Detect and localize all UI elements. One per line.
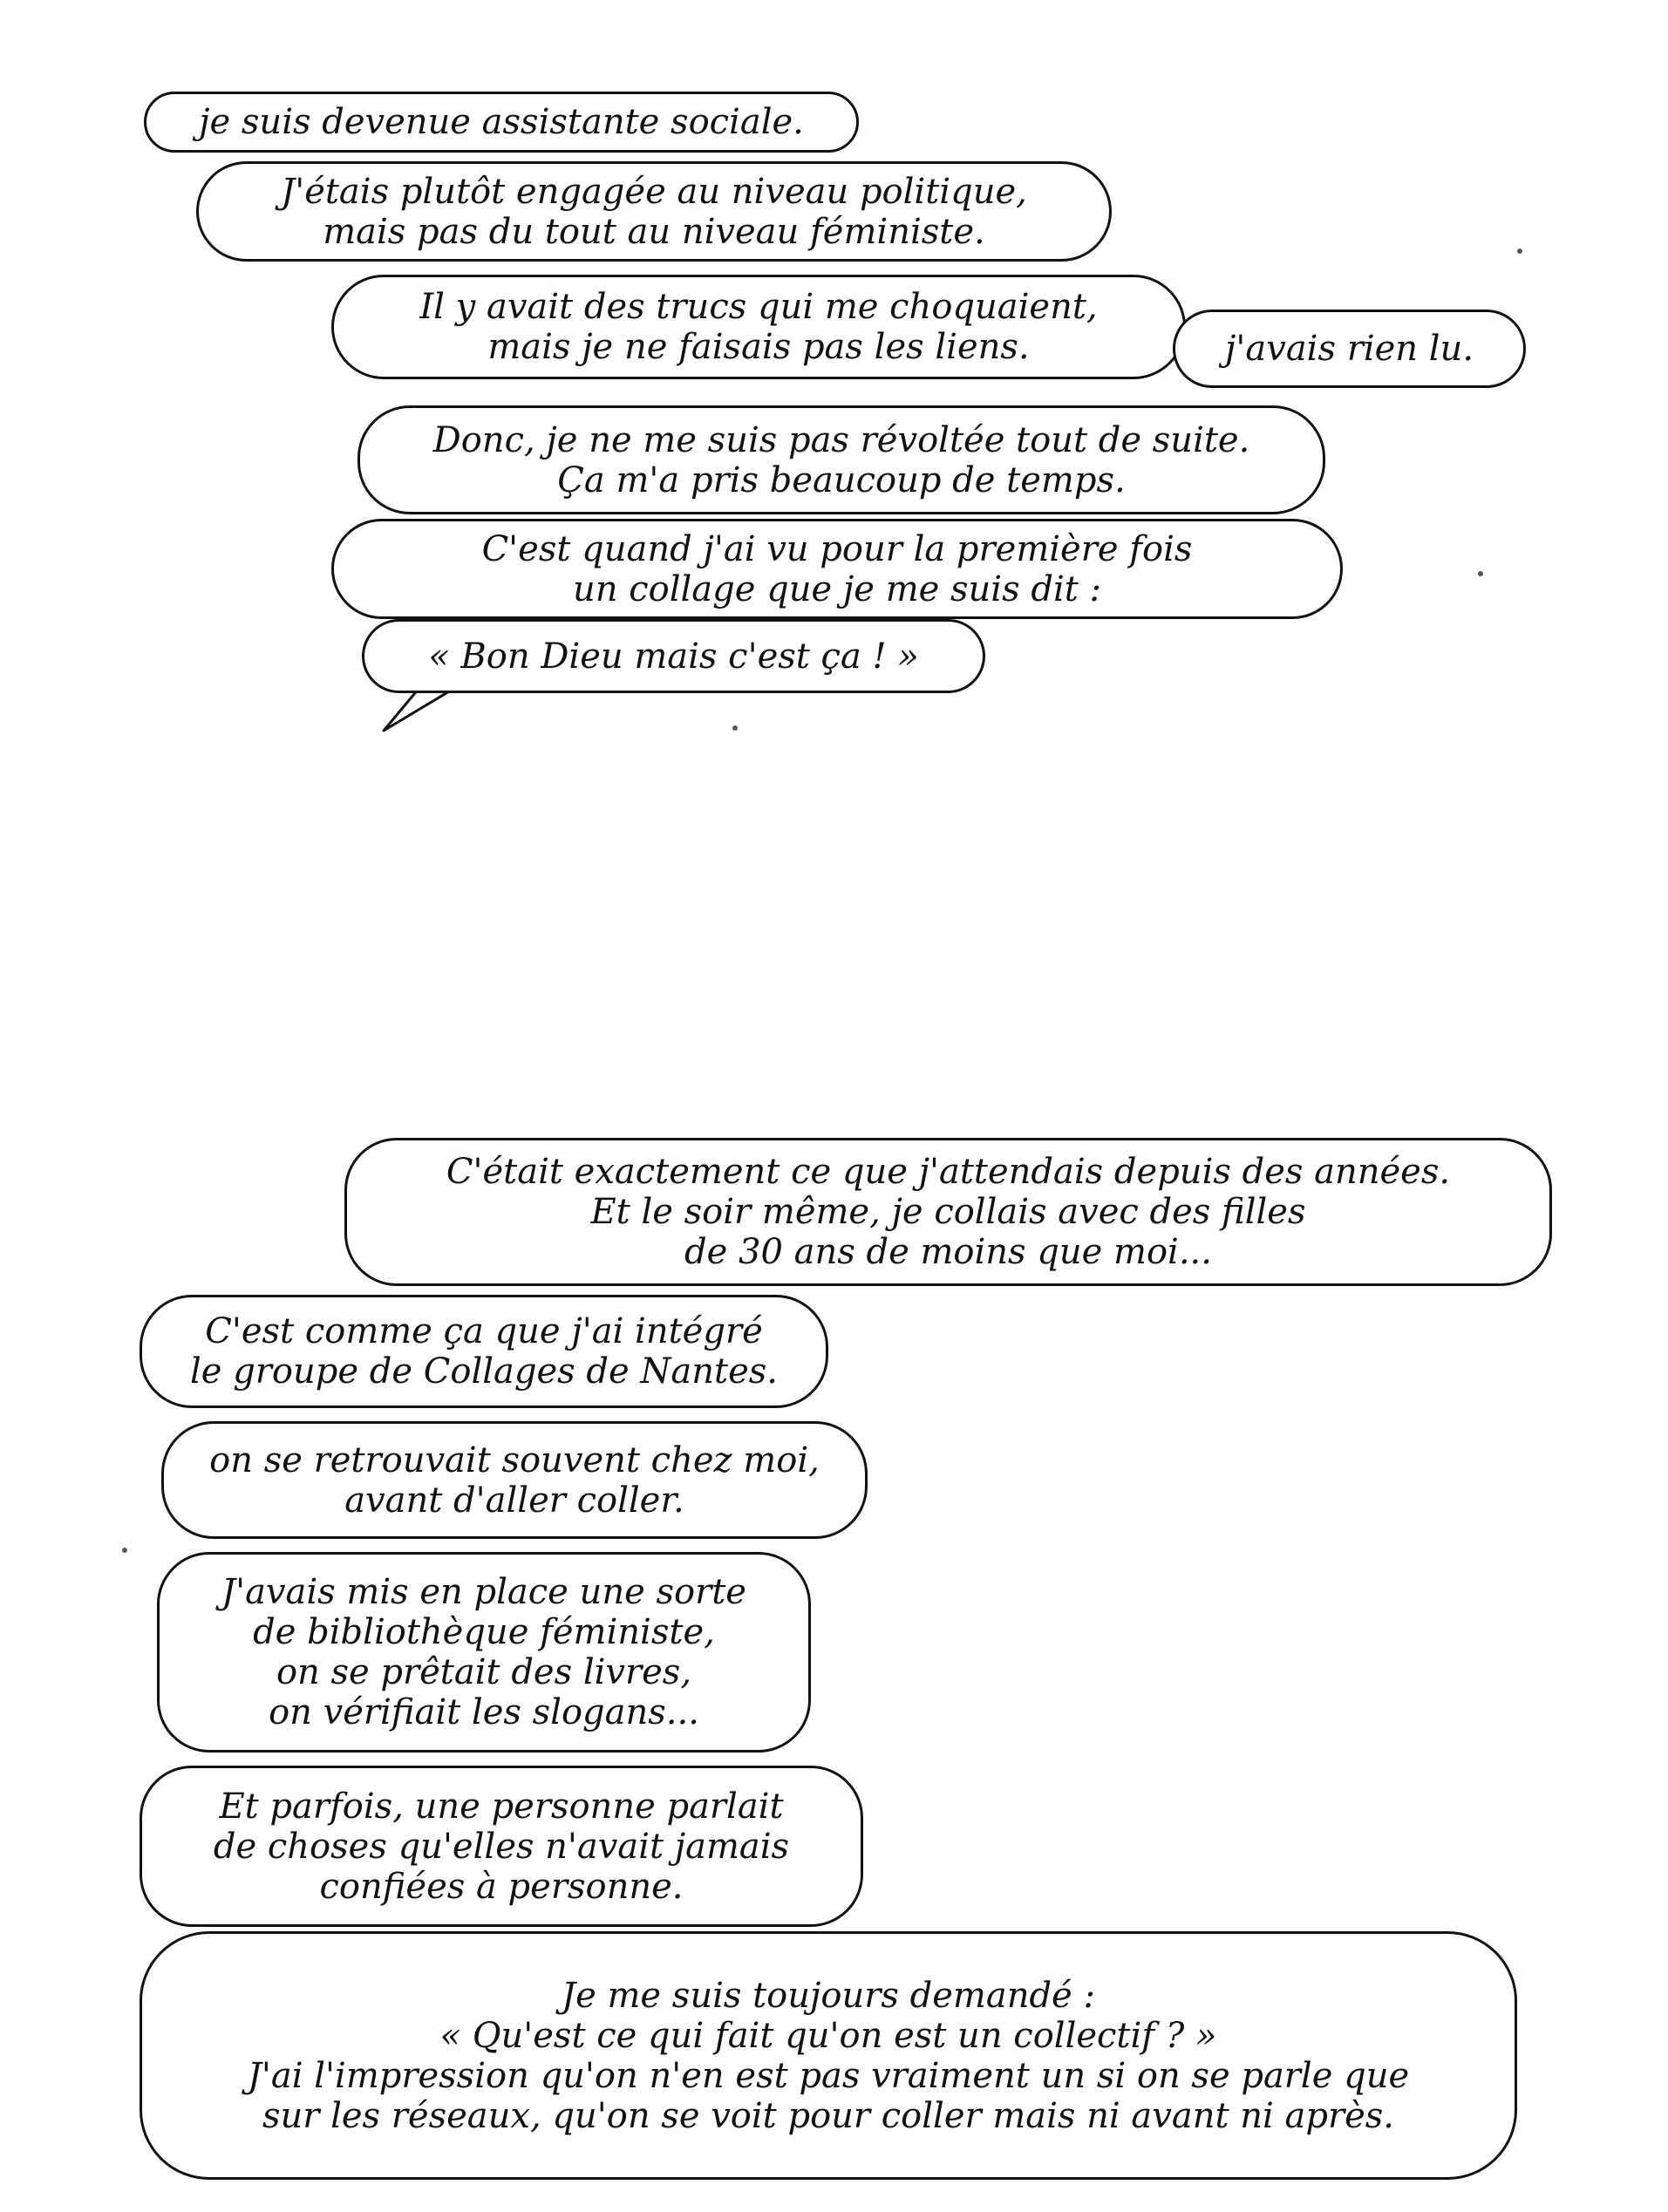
speech-bubble-13 <box>140 1931 1517 2180</box>
ink-speck <box>732 725 738 731</box>
ink-speck <box>1478 571 1483 576</box>
speech-bubble-9-text: C'est comme ça que j'ai intégré le groupe de Collages de Nantes. <box>190 1311 778 1392</box>
speech-bubble-3-text: Il y avait des trucs qui me choquaient, mais je ne faisais pas les liens. <box>419 287 1098 367</box>
speech-bubble-4-text: j'avais rien lu. <box>1224 329 1474 369</box>
speech-bubble-11 <box>157 1552 811 1753</box>
speech-bubble-8-text: C'était exactement ce que j'attendais depuis des années. Et le soir même, je collais avec des filles de 30 ans de moins que moi... <box>446 1152 1451 1272</box>
speech-bubble-11-text: J'avais mis en place une sorte de bibliothèque féministe, on se prêtait des livres, on vérifiait les slogans... <box>221 1572 746 1732</box>
speech-bubble-9 <box>140 1295 828 1408</box>
speech-bubble-10-text: on se retrouvait souvent chez moi, avant d'aller coller. <box>209 1440 820 1521</box>
ink-speck <box>122 1548 127 1553</box>
speech-bubble-13-text: Je me suis toujours demandé : « Qu'est ce qui fait qu'on est un collectif ? » J'ai l'impression qu'on n'en est pas vraiment un si on se parle que sur les réseaux, qu'on se voit pour coller mais ni avant ni après. <box>247 1975 1410 2136</box>
speech-bubble-10 <box>161 1421 868 1539</box>
speech-bubble-7-text: « Bon Dieu mais c'est ça ! » <box>428 636 919 677</box>
speech-bubble-2-text: J'étais plutôt engagée au niveau politique, mais pas du tout au niveau féministe. <box>281 171 1027 252</box>
speech-bubble-6-text: C'est quand j'ai vu pour la première fois un collage que je me suis dit : <box>481 528 1193 609</box>
speech-bubble-1-text: je suis devenue assistante sociale. <box>199 102 804 142</box>
speech-bubble-7 <box>362 619 985 693</box>
speech-bubble-12 <box>140 1766 863 1927</box>
speech-bubble-12-text: Et parfois, une personne parlait de choses qu'elles n'avait jamais confiées à personne. <box>213 1786 790 1907</box>
ink-speck <box>1517 248 1522 254</box>
speech-bubble-8 <box>344 1138 1552 1286</box>
speech-bubble-5-text: Donc, je ne me suis pas révoltée tout de suite. Ça m'a pris beaucoup de temps. <box>432 419 1250 500</box>
